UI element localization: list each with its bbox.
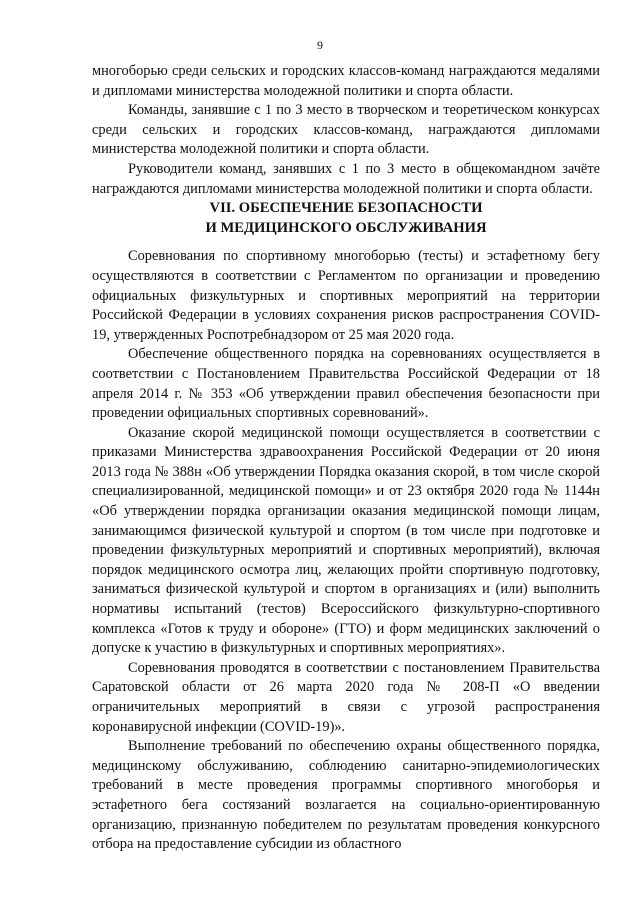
- section-heading: [92, 199, 600, 238]
- section-heading-line-1: VII. ОБЕСПЕЧЕНИЕ БЕЗОПАСНОСТИ: [209, 200, 483, 217]
- paragraph-awards-contests: Команды, занявшие с 1 по 3 место в творческом и теоретическом конкурсах среди сельских и городских классов-команд, награждаются дипломами министерства молодежной политики и спорта области.: [92, 102, 600, 158]
- paragraph-awards-leaders: Руководители команд, занявших с 1 по 3 место в общекомандном зачёте награждаются дипломами министерства молодежной политики и спорта области.: [92, 160, 600, 197]
- page-body: [92, 62, 600, 855]
- paragraph-awards-continuation: многоборью среди сельских и городских классов-команд награждаются медалями и дипломами министерства молодежной политики и спорта области.: [92, 63, 600, 99]
- heading-spacer: [92, 238, 600, 247]
- section-heading-line-2: И МЕДИЦИНСКОГО ОБСЛУЖИВАНИЯ: [205, 219, 487, 236]
- paragraph-covid-regulation: Соревнования по спортивному многоборью (тесты) и эстафетному бегу осуществляются в соответствии с Регламентом по организации и проведению официальных физкультурных и спортивных мероприятий на территории Российской Федерации в условиях сохранения рисков распространения COVID-19, утвержденных Роспотребнадзором от 25 мая 2020 года.: [92, 248, 600, 343]
- paragraph-saratov-decree: Соревнования проводятся в соответствии с постановлением Правительства Саратовской области от 26 марта 2020 года № 208-П «О введении ограничительных мероприятий в связи с угрозой распространения коронавирусной инфекции (COVID-19)».: [92, 659, 600, 735]
- paragraph-responsibilities: Выполнение требований по обеспечению охраны общественного порядка, медицинскому обслуживанию, соблюдению санитарно-эпидемиологических требований в месте проведения программы спортивного многоборья и эстафетного бега состязаний возлагается на социально-ориентированную организацию, признанную победителем по результатам проведения конкурсного отбора на предоставление субсидии из областного: [92, 738, 600, 853]
- paragraph-public-order: Обеспечение общественного порядка на соревнованиях осуществляется в соответствии с Постановлением Правительства Российской Федерации от 18 апреля 2014 г. № 353 «Об утверждении правил обеспечения безопасности при проведении официальных спортивных соревнований».: [92, 346, 600, 422]
- paragraph-medical-care: Оказание скорой медицинской помощи осуществляется в соответствии с приказами Министерства здравоохранения Российской Федерации от 20 июня 2013 года № 388н «Об утверждении Порядка оказания скорой, в том числе скорой специализированной, медицинской помощи» и от 23 октября 2020 года № 1144н «Об утверждении порядка организации оказания медицинской помощи лицам, занимающимся физической культурой и спортом (в том числе при подготовке и проведении физкультурных мероприятий и спортивных мероприятий), включая порядок медицинского осмотра лиц, желающих пройти спортивную подготовку, заниматься физической культурой и спортом в организациях и (или) выполнить нормативы испытаний (тестов) Всероссийского физкультурно-спортивного комплекса «Готов к труду и обороне» (ГТО) и форм медицинских заключений о допуске к участию в физкультурных и спортивных мероприятиях».: [92, 424, 600, 657]
- page-number: 9: [317, 38, 323, 52]
